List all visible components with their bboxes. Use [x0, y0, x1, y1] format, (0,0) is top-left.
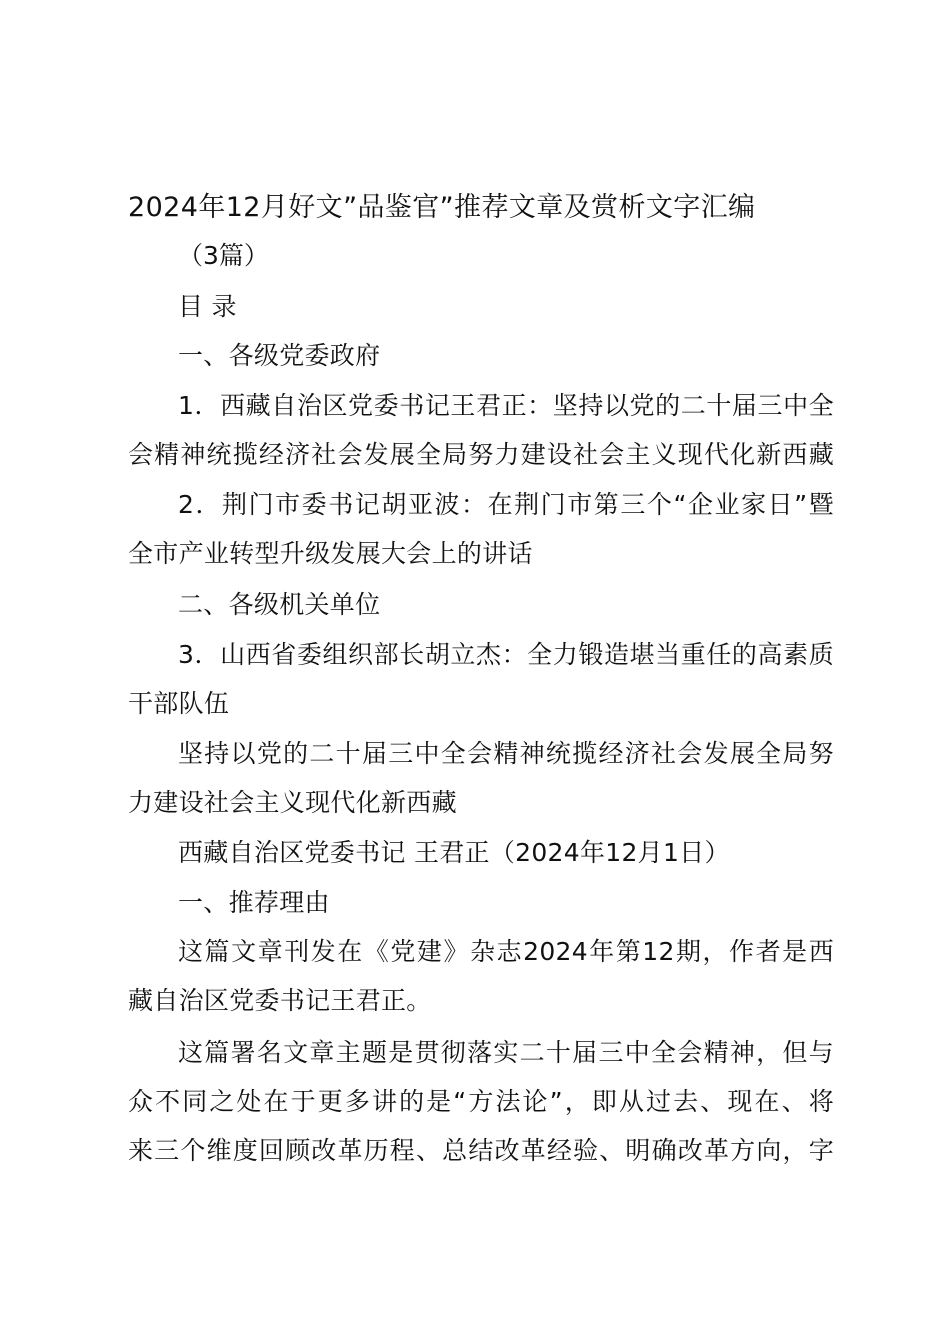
paragraph-1-line-1: 这篇文章刊发在《党建》杂志2024年第12期，作者是西 — [178, 937, 834, 966]
toc-item-2-line-2: 全市产业转型升级发展大会上的讲话 — [128, 539, 533, 568]
article-title-line-2: 力建设社会主义现代化新西藏 — [128, 788, 457, 817]
reason-heading: 一、推荐理由 — [178, 888, 330, 917]
paragraph-1-line-2: 藏自治区党委书记王君正。 — [128, 986, 432, 1015]
toc-section-1: 一、各级党委政府 — [178, 341, 381, 370]
paragraph-1 — [128, 927, 834, 1025]
article-byline: 西藏自治区党委书记 王君正（2024年12月1日） — [178, 838, 730, 867]
toc-heading: 目 录 — [178, 292, 237, 321]
toc-item-1-line-2: 会精神统揽经济社会发展全局努力建设社会主义现代化新西藏 — [128, 440, 834, 469]
toc-item-2 — [128, 480, 834, 578]
toc-item-1-line-1: 1．西藏自治区党委书记王君正：坚持以党的二十届三中全 — [178, 391, 834, 420]
toc-item-3-line-1: 3．山西省委组织部长胡立杰：全力锻造堪当重任的高素质 — [178, 640, 834, 669]
toc-item-1 — [128, 381, 834, 479]
toc-item-2-line-1: 2．荆门市委书记胡亚波：在荆门市第三个“企业家日”暨 — [178, 490, 834, 519]
toc-section-2: 二、各级机关单位 — [178, 590, 381, 619]
title-line-1: 2024年12月好文”品鉴官”推荐文章及赏析文字汇编 — [128, 192, 756, 223]
paragraph-2-line-2: 众不同之处在于更多讲的是“方法论”，即从过去、现在、将 — [128, 1087, 834, 1116]
article-title-line-1: 坚持以党的二十届三中全会精神统揽经济社会发展全局努 — [178, 739, 834, 768]
toc-item-3-line-2: 干部队伍 — [128, 689, 230, 718]
paragraph-2-line-3: 来三个维度回顾改革历程、总结改革经验、明确改革方向，字 — [128, 1136, 834, 1165]
article-title — [128, 729, 834, 827]
toc-item-3 — [128, 630, 834, 728]
title-line-2: （3篇） — [178, 241, 269, 270]
document-title — [128, 184, 834, 232]
paragraph-2-line-1: 这篇署名文章主题是贯彻落实二十届三中全会精神，但与 — [178, 1038, 834, 1067]
paragraph-2 — [128, 1028, 834, 1175]
document-subtitle — [178, 232, 269, 280]
